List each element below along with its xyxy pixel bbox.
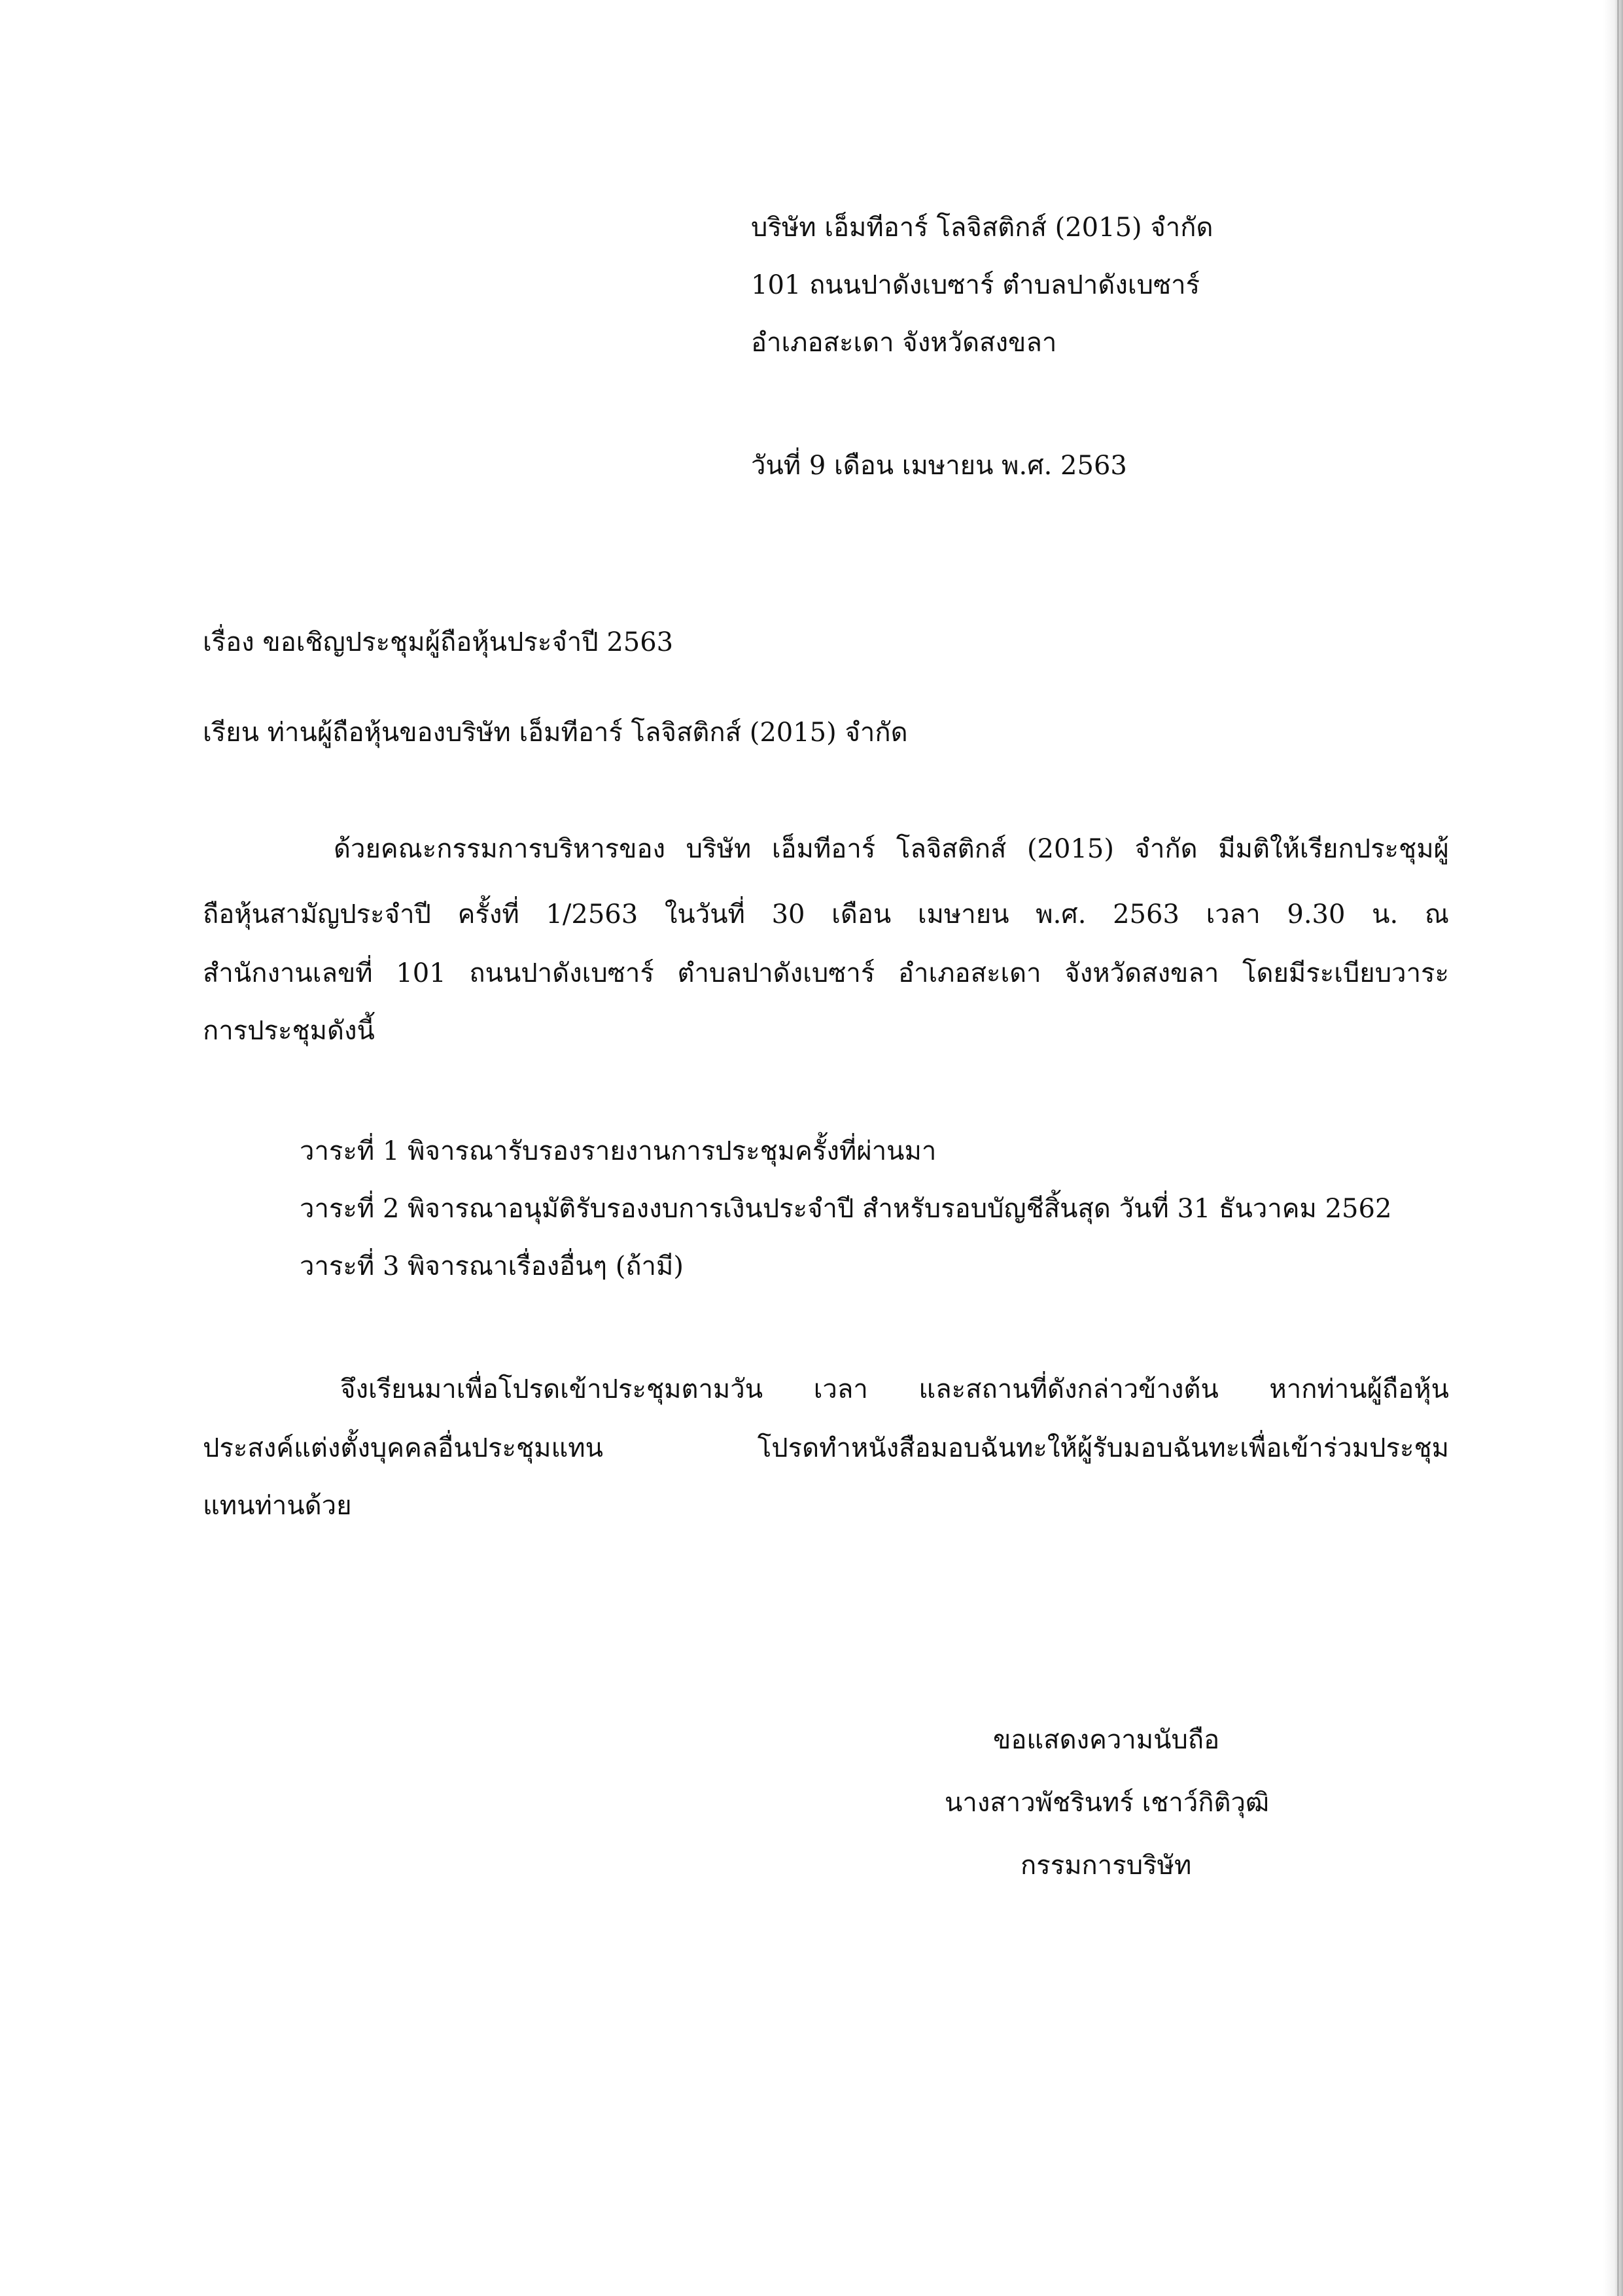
paragraph2-line1: จึงเรียนมาเพื่อโปรดเข้าประชุมตามวัน เวลา และสถานที่ดังกล่าวข้างต้น หากท่านผู้ถือหุ้น bbox=[340, 1374, 1449, 1404]
letter-subject: เรื่อง ขอเชิญประชุมผู้ถือหุ้นประจำปี 2563 bbox=[203, 627, 674, 657]
sender-company: บริษัท เอ็มทีอาร์ โลจิสติกส์ (2015) จำกัด bbox=[751, 213, 1213, 243]
paragraph2-line2: ประสงค์แต่งตั้งบุคคลอื่นประชุมแทน โปรดทำหนังสือมอบฉันทะให้ผู้รับมอบฉันทะเพื่อเข้าร่วมประชุม bbox=[203, 1433, 1449, 1463]
scan-edge-line bbox=[1617, 0, 1619, 2296]
paragraph2-line3: แทนท่านด้วย bbox=[203, 1491, 352, 1521]
agenda-item-2: วาระที่ 2 พิจารณาอนุมัติรับรองงบการเงินประจำปี สำหรับรอบบัญชีสิ้นสุด วันที่ 31 ธันวาคม 2562 bbox=[300, 1194, 1392, 1224]
paragraph1-line4: การประชุมดังนี้ bbox=[203, 1016, 375, 1046]
agenda-item-3: วาระที่ 3 พิจารณาเรื่องอื่นๆ (ถ้ามี) bbox=[300, 1251, 684, 1281]
agenda-item-1: วาระที่ 1 พิจารณารับรองรายงานการประชุมครั้งที่ผ่านมา bbox=[300, 1136, 937, 1166]
sender-address-line1: 101 ถนนปาดังเบซาร์ ตำบลปาดังเบซาร์ bbox=[751, 270, 1200, 300]
sender-address-line2: อำเภอสะเดา จังหวัดสงขลา bbox=[751, 328, 1057, 358]
signatory-title: กรรมการบริษัท bbox=[1021, 1851, 1192, 1881]
paragraph1-line2: ถือหุ้นสามัญประจำปี ครั้งที่ 1/2563 ในวันที่ 30 เดือน เมษายน พ.ศ. 2563 เวลา 9.30 น. ณ bbox=[203, 899, 1449, 930]
paragraph1-line3: สำนักงานเลขที่ 101 ถนนปาดังเบซาร์ ตำบลปาดังเบซาร์ อำเภอสะเดา จังหวัดสงขลา โดยมีระเบียบวาระ bbox=[203, 958, 1449, 988]
scan-page-edge bbox=[1603, 0, 1623, 2296]
signatory-name: นางสาวพัชรินทร์ เชาว์กิติวุฒิ bbox=[945, 1788, 1270, 1818]
paragraph1-line1: ด้วยคณะกรรมการบริหารของ บริษัท เอ็มทีอาร์ โลจิสติกส์ (2015) จำกัด มีมติให้เรียกประชุมผู้ bbox=[334, 834, 1449, 864]
letter-date: วันที่ 9 เดือน เมษายน พ.ศ. 2563 bbox=[751, 451, 1127, 481]
closing-phrase: ขอแสดงความนับถือ bbox=[993, 1725, 1220, 1755]
letter-salutation: เรียน ท่านผู้ถือหุ้นของบริษัท เอ็มทีอาร์ โลจิสติกส์ (2015) จำกัด bbox=[203, 718, 908, 748]
